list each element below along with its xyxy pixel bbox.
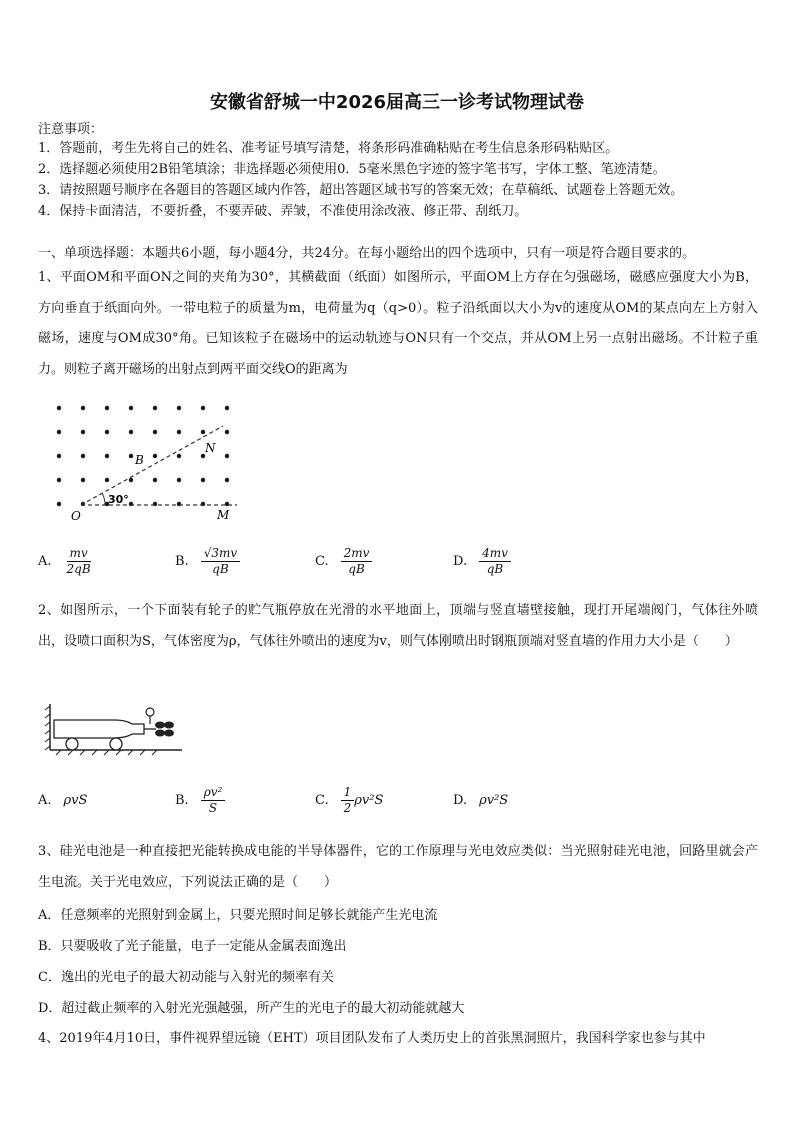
q3-option-c[interactable]: C．逸出的光电子的最大初动能与入射光的频率有关 [38, 970, 334, 985]
q3-option-b[interactable]: B．只要吸收了光子能量，电子一定能从金属表面逸出 [38, 939, 347, 954]
label-o: O [71, 509, 81, 523]
field-dot [57, 502, 61, 506]
field-dot [81, 454, 85, 458]
label-m: M [217, 508, 230, 522]
gas-cylinder-figure [44, 700, 184, 760]
field-dot [201, 430, 205, 434]
field-dot [177, 406, 181, 410]
field-dot [129, 454, 133, 458]
field-dot [153, 406, 157, 410]
q2-option-b[interactable]: B. $\frac{\text{ρv²}}{S}$ [175, 785, 225, 816]
field-dot [81, 430, 85, 434]
q2-option-c[interactable]: C. $\frac{1}{2}$ ρv²S [315, 785, 384, 815]
field-dot [57, 454, 61, 458]
notice-heading: 注意事项： [38, 122, 104, 137]
field-dot [201, 406, 205, 410]
field-dot [129, 478, 133, 482]
notice-item: 4．保持卡面清洁，不要折叠，不要弄破、弄皱，不准使用涂改液、修正带、刮纸刀。 [38, 204, 528, 219]
field-dot [105, 406, 109, 410]
label-b: B [135, 453, 144, 467]
field-dot [105, 454, 109, 458]
field-dot [57, 430, 61, 434]
field-dot [153, 430, 157, 434]
field-dot [105, 478, 109, 482]
notice-item: 3．请按照题号顺序在各题目的答题区域内作答，超出答题区域书写的答案无效；在草稿纸、试题卷上答题无效。 [38, 183, 684, 198]
field-dot [81, 478, 85, 482]
label-n: N [205, 441, 216, 455]
field-dot [105, 430, 109, 434]
field-dot [201, 478, 205, 482]
q2-option-a[interactable]: A. ρvS [38, 793, 88, 808]
angle-label: 30° [108, 493, 129, 506]
field-dot [153, 478, 157, 482]
section-heading: 一、单项选择题：本题共6小题，每小题4分，共24分。在每小题给出的四个选项中，只有一项是符合题目要求的。 [38, 246, 696, 261]
field-dot [153, 454, 157, 458]
field-dot [57, 406, 61, 410]
field-dot [129, 430, 133, 434]
field-dot [57, 478, 61, 482]
q1-option-b[interactable]: B. $\frac{√3mv}{qB}$ [175, 546, 240, 577]
question-1-text: 1、平面OM和平面ON之间的夹角为30°，其横截面（纸面）如图所示，平面OM上方存在匀强磁场，磁感应强度大小为B，方向垂直于纸面向外。一带电粒子的质量为m，电荷量为q（q>0）。粒子沿纸面以大小为v的速度从OM的某点向左上方射入磁场，速度与OM成30°角。已知该粒子在磁场中的运动轨迹与ON只有一个交点，并从OM上另一点射出磁场。不计粒子重力。则粒子离开磁场的出射点到两平面交线O的距离为 [38, 270, 758, 377]
question-4-text: 4、2019年4月10日，事件视界望远镜（EHT）项目团队发布了人类历史上的首张黑洞照片，我国科学家也参与其中 [38, 1031, 706, 1046]
page-title: 安徽省舒城一中2026届高三一诊考试物理试卷 [209, 92, 585, 113]
q1-option-c[interactable]: C. $\frac{2mv}{qB}$ [315, 546, 372, 577]
q3-option-d[interactable]: D．超过截止频率的入射光光强越强，所产生的光电子的最大初动能就越大 [38, 1001, 465, 1016]
question-2-text: 2、如图所示，一个下面装有轮子的贮气瓶停放在光滑的水平地面上，顶端与竖直墙壁接触，现打开尾端阀门，气体往外喷出，设喷口面积为S，气体密度为ρ，气体往外喷出的速度为v，则气体刚喷出时钢瓶顶端对竖直墙的作用力大小是（ ） [38, 603, 758, 649]
field-dot [225, 430, 229, 434]
question-3-text: 3、硅光电池是一种直接把光能转换成电能的半导体器件，它的工作原理与光电效应类似：当光照射硅光电池，回路里就会产生电流。关于光电效应，下列说法正确的是（ ） [38, 844, 758, 890]
field-dot [225, 406, 229, 410]
field-dot [81, 406, 85, 410]
notice-item: 1．答题前，考生先将自己的姓名、准考证号填写清楚，将条形码准确粘贴在考生信息条形码粘贴区。 [38, 141, 619, 156]
q2-option-d[interactable]: D. ρv²S [453, 793, 509, 808]
magnetic-field-figure [45, 398, 245, 528]
field-dot [177, 478, 181, 482]
q1-option-d[interactable]: D. $\frac{4mv}{qB}$ [453, 546, 511, 577]
field-dot [225, 454, 229, 458]
notice-item: 2．选择题必须使用2B铅笔填涂；非选择题必须使用0．5毫米黑色字迹的签字笔书写，字体工整、笔迹清楚。 [38, 162, 666, 177]
q3-option-a[interactable]: A．任意频率的光照射到金属上，只要光照时间足够长就能产生光电流 [38, 908, 438, 923]
field-dot [177, 430, 181, 434]
field-dot [129, 406, 133, 410]
field-dot [177, 454, 181, 458]
field-dot [225, 478, 229, 482]
q1-option-a[interactable]: A. $\frac{mv}{2qB}$ [38, 546, 91, 576]
